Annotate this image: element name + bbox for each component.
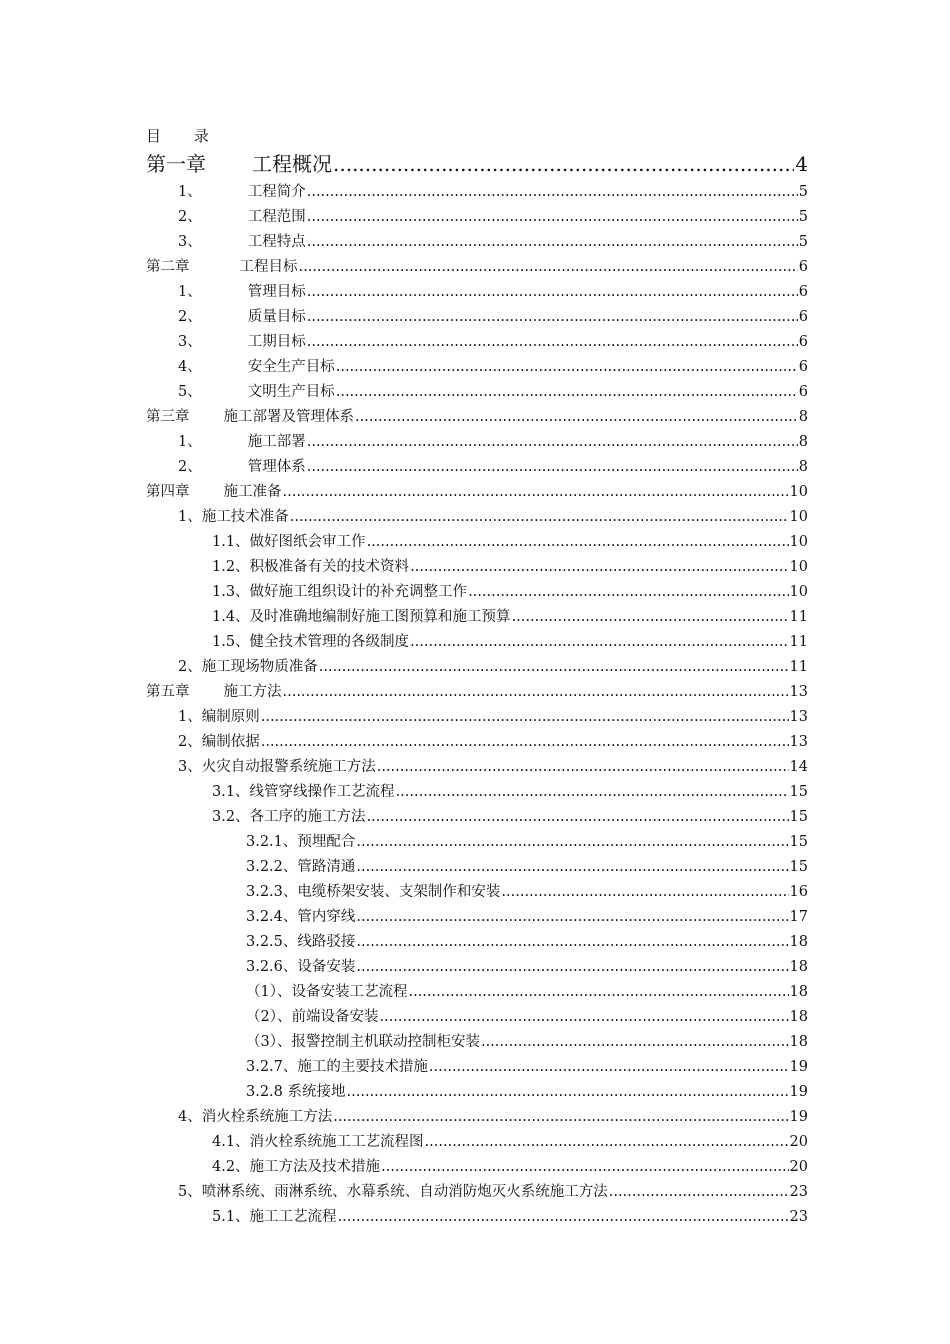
toc-dot-leader xyxy=(307,282,798,302)
toc-entry-title: 安全生产目标 xyxy=(247,359,335,375)
toc-entry-title: 施工方法 xyxy=(223,684,282,700)
toc-entry-page-number: 5 xyxy=(798,184,808,200)
toc-entry[interactable] xyxy=(246,827,808,852)
toc-dot-leader xyxy=(468,582,788,602)
toc-entry-title: 工期目标 xyxy=(247,334,306,350)
toc-entry[interactable] xyxy=(212,577,808,602)
toc-entry-number: 第二章 xyxy=(146,259,190,275)
toc-entry-title: 施工准备 xyxy=(223,484,282,500)
toc-entry[interactable] xyxy=(178,377,808,402)
toc-entry-number: 第四章 xyxy=(146,484,190,500)
toc-entry[interactable] xyxy=(246,902,808,927)
toc-entry-title: 3.2.1、预埋配合 xyxy=(246,834,356,850)
toc-entry[interactable] xyxy=(212,552,808,577)
toc-entry-title: 4.1、消火栓系统施工工艺流程图 xyxy=(212,1134,424,1150)
toc-entry-title: 4、消火栓系统施工方法 xyxy=(178,1109,333,1125)
toc-entry-title: 3.2.2、管路清通 xyxy=(246,859,356,875)
toc-entry-title: 工程范围 xyxy=(247,209,306,225)
toc-entry[interactable] xyxy=(178,427,808,452)
toc-entry-page-number: 17 xyxy=(789,909,808,925)
toc-entry-title: 1.2、积极准备有关的技术资料 xyxy=(212,559,410,575)
toc-entry-number: 3、 xyxy=(178,234,202,250)
toc-entry-title: 3.2.8 系统接地 xyxy=(246,1084,346,1100)
toc-dot-leader xyxy=(283,682,789,702)
toc-entry-title: 管理目标 xyxy=(247,284,306,300)
toc-entry[interactable] xyxy=(246,877,808,902)
toc-entry-page-number: 6 xyxy=(798,259,808,275)
toc-entry-page-number: 10 xyxy=(789,559,808,575)
toc-entry-title: 3、火灾自动报警系统施工方法 xyxy=(178,759,376,775)
toc-entry-page-number: 11 xyxy=(789,609,808,625)
toc-entry-title: 文明生产目标 xyxy=(247,384,335,400)
toc-entry-page-number: 13 xyxy=(789,709,808,725)
toc-entry-page-number: 18 xyxy=(789,1034,808,1050)
toc-dot-leader xyxy=(283,482,789,502)
toc-dot-leader xyxy=(261,707,789,727)
toc-entry-title: 3.2.6、设备安装 xyxy=(246,959,356,975)
toc-entry-number: 第三章 xyxy=(146,409,190,425)
toc-entry[interactable] xyxy=(246,1052,808,1077)
toc-entry-number: 第一章 xyxy=(146,152,206,176)
toc-entry-page-number: 4 xyxy=(795,152,808,176)
toc-entry[interactable] xyxy=(178,727,808,752)
toc-entry-page-number: 11 xyxy=(789,659,808,675)
toc-title: 目 录 xyxy=(146,127,223,145)
toc-entry-title: 工程概况 xyxy=(252,152,332,176)
toc-entry-title: （1）、设备安装工艺流程 xyxy=(246,984,408,1000)
toc-entry[interactable] xyxy=(146,148,808,178)
toc-entry-page-number: 13 xyxy=(789,684,808,700)
toc-dot-leader xyxy=(367,807,789,827)
toc-entry[interactable] xyxy=(178,352,808,377)
toc-dot-leader xyxy=(481,1032,789,1052)
toc-entry-title: 5.1、施工工艺流程 xyxy=(212,1209,337,1225)
toc-entry-title: 工程目标 xyxy=(239,259,298,275)
toc-entry[interactable] xyxy=(146,677,808,702)
toc-dot-leader xyxy=(355,407,798,427)
toc-entry-title: 3.2.4、管内穿线 xyxy=(246,909,356,925)
toc-dot-leader xyxy=(261,732,789,752)
toc-entry-page-number: 20 xyxy=(789,1159,808,1175)
toc-entry-page-number: 18 xyxy=(789,984,808,1000)
toc-dot-leader xyxy=(501,882,788,902)
toc-entry-page-number: 8 xyxy=(798,459,808,475)
toc-entry-page-number: 15 xyxy=(789,859,808,875)
toc-entry-page-number: 6 xyxy=(798,309,808,325)
toc-dot-leader xyxy=(356,932,788,952)
toc-dot-leader xyxy=(290,507,789,527)
toc-dot-leader xyxy=(333,1107,788,1127)
toc-entry-title: 2、施工现场物质准备 xyxy=(178,659,318,675)
toc-entry-page-number: 5 xyxy=(798,209,808,225)
toc-entry-title: 3.2、各工序的施工方法 xyxy=(212,809,366,825)
toc-entry[interactable] xyxy=(178,227,808,252)
toc-entry-page-number: 14 xyxy=(789,759,808,775)
toc-dot-leader xyxy=(408,982,788,1002)
toc-entry[interactable] xyxy=(246,1027,808,1052)
toc-entry[interactable] xyxy=(146,477,808,502)
toc-entry-page-number: 15 xyxy=(789,834,808,850)
toc-dot-leader xyxy=(307,432,798,452)
toc-dot-leader xyxy=(396,782,789,802)
toc-entry-page-number: 15 xyxy=(789,809,808,825)
toc-entry-page-number: 8 xyxy=(798,434,808,450)
toc-entry-number: 3、 xyxy=(178,334,202,350)
toc-entry-title: 1.1、做好图纸会审工作 xyxy=(212,534,366,550)
toc-dot-leader xyxy=(319,657,789,677)
toc-entry[interactable] xyxy=(212,1152,808,1177)
toc-entry-title: 5、喷淋系统、雨淋系统、水幕系统、自动消防炮灭火系统施工方法 xyxy=(178,1184,608,1200)
toc-dot-leader xyxy=(410,632,788,652)
toc-entry[interactable] xyxy=(178,1177,808,1202)
toc-entry-title: 3.2.3、电缆桥架安装、支架制作和安装 xyxy=(246,884,501,900)
toc-entry-page-number: 18 xyxy=(789,1009,808,1025)
toc-entry[interactable] xyxy=(212,627,808,652)
toc-entry[interactable] xyxy=(246,852,808,877)
toc-entry-page-number: 19 xyxy=(789,1109,808,1125)
toc-entry[interactable] xyxy=(146,402,808,427)
toc-entry-page-number: 10 xyxy=(789,484,808,500)
toc-dot-leader xyxy=(336,357,798,377)
toc-dot-leader xyxy=(307,332,798,352)
toc-dot-leader xyxy=(425,1132,789,1152)
toc-entry-page-number: 6 xyxy=(798,359,808,375)
toc-entry-title: （2）、前端设备安装 xyxy=(246,1009,379,1025)
toc-entry-title: 3.1、线管穿线操作工艺流程 xyxy=(212,784,395,800)
toc-dot-leader xyxy=(512,607,789,627)
toc-entry[interactable] xyxy=(178,452,808,477)
toc-entry-title: 施工部署及管理体系 xyxy=(223,409,354,425)
toc-entry-number: 4、 xyxy=(178,359,202,375)
toc-entry-number: 2、 xyxy=(178,459,202,475)
toc-entry-page-number: 6 xyxy=(798,284,808,300)
toc-entry-title: 工程简介 xyxy=(247,184,306,200)
toc-dot-leader xyxy=(338,1207,789,1227)
toc-entry-title: 管理体系 xyxy=(247,459,306,475)
toc-entry[interactable] xyxy=(246,927,808,952)
toc-entry-number: 5、 xyxy=(178,384,202,400)
toc-entry[interactable] xyxy=(146,252,808,277)
toc-entry-number: 2、 xyxy=(178,309,202,325)
toc-entry[interactable] xyxy=(178,177,808,202)
toc-dot-leader xyxy=(381,1157,788,1177)
toc-entry[interactable] xyxy=(178,502,808,527)
toc-dot-leader xyxy=(333,150,794,178)
toc-dot-leader xyxy=(379,1007,788,1027)
toc-dot-leader xyxy=(307,307,798,327)
toc-entry-title: 1.3、做好施工组织设计的补充调整工作 xyxy=(212,584,468,600)
toc-entry-page-number: 20 xyxy=(789,1134,808,1150)
toc-dot-leader xyxy=(429,1057,789,1077)
toc-entry-page-number: 18 xyxy=(789,959,808,975)
toc-entry-title: 1.5、健全技术管理的各级制度 xyxy=(212,634,410,650)
toc-entry-page-number: 6 xyxy=(798,334,808,350)
toc-entry-page-number: 10 xyxy=(789,509,808,525)
toc-dot-leader xyxy=(307,207,798,227)
toc-entry-number: 1、 xyxy=(178,184,202,200)
toc-entry-page-number: 23 xyxy=(789,1184,808,1200)
toc-entry-page-number: 5 xyxy=(798,234,808,250)
toc-entry-page-number: 16 xyxy=(789,884,808,900)
toc-entry-page-number: 10 xyxy=(789,584,808,600)
toc-dot-leader xyxy=(336,382,798,402)
toc-dot-leader xyxy=(347,1082,789,1102)
toc-entry-page-number: 23 xyxy=(789,1209,808,1225)
toc-dot-leader xyxy=(367,532,789,552)
toc-entry[interactable] xyxy=(212,602,808,627)
toc-entry-page-number: 13 xyxy=(789,734,808,750)
toc-entry-number: 1、 xyxy=(178,284,202,300)
toc-entry[interactable] xyxy=(246,977,808,1002)
toc-entry-title: 施工部署 xyxy=(247,434,306,450)
toc-entry-title: 2、编制依据 xyxy=(178,734,260,750)
toc-entry[interactable] xyxy=(246,1002,808,1027)
toc-entry[interactable] xyxy=(212,802,808,827)
toc-dot-leader xyxy=(377,757,789,777)
toc-dot-leader xyxy=(609,1182,789,1202)
toc-entry-page-number: 11 xyxy=(789,634,808,650)
toc-dot-leader xyxy=(410,557,788,577)
toc-entry-number: 第五章 xyxy=(146,684,190,700)
toc-entry[interactable] xyxy=(212,1202,808,1227)
toc-entry[interactable] xyxy=(178,652,808,677)
toc-dot-leader xyxy=(356,957,788,977)
toc-entry-page-number: 18 xyxy=(789,934,808,950)
toc-entry-title: 1、施工技术准备 xyxy=(178,509,289,525)
toc-entry[interactable] xyxy=(178,1102,808,1127)
toc-entry-title: （3）、报警控制主机联动控制柜安装 xyxy=(246,1034,480,1050)
toc-entry[interactable] xyxy=(178,277,808,302)
toc-entry[interactable] xyxy=(178,302,808,327)
toc-dot-leader xyxy=(356,907,788,927)
toc-entry-title: 1、编制原则 xyxy=(178,709,260,725)
toc-dot-leader xyxy=(307,232,798,252)
toc-entry[interactable] xyxy=(246,952,808,977)
toc-entry[interactable] xyxy=(212,777,808,802)
toc-entry-title: 质量目标 xyxy=(247,309,306,325)
toc-entry-page-number: 8 xyxy=(798,409,808,425)
toc-entry-number: 1、 xyxy=(178,434,202,450)
toc-entry-title: 4.2、施工方法及技术措施 xyxy=(212,1159,381,1175)
toc-entry-page-number: 19 xyxy=(789,1059,808,1075)
toc-entry[interactable] xyxy=(178,327,808,352)
toc-entry[interactable] xyxy=(178,202,808,227)
toc-entry-page-number: 10 xyxy=(789,534,808,550)
toc-dot-leader xyxy=(299,257,798,277)
toc-entry[interactable] xyxy=(246,1077,808,1102)
toc-entry-title: 1.4、及时准确地编制好施工图预算和施工预算 xyxy=(212,609,511,625)
toc-entry-page-number: 6 xyxy=(798,384,808,400)
toc-entry-number: 2、 xyxy=(178,209,202,225)
toc-dot-leader xyxy=(356,857,788,877)
toc-dot-leader xyxy=(356,832,788,852)
toc-entry-page-number: 19 xyxy=(789,1084,808,1100)
toc-entry-title: 工程特点 xyxy=(247,234,306,250)
toc-entry[interactable] xyxy=(178,752,808,777)
toc-dot-leader xyxy=(307,457,798,477)
toc-entry-title: 3.2.5、线路驳接 xyxy=(246,934,356,950)
toc-entry[interactable] xyxy=(178,702,808,727)
toc-entry-page-number: 15 xyxy=(789,784,808,800)
toc-entry[interactable] xyxy=(212,1127,808,1152)
toc-dot-leader xyxy=(307,182,798,202)
toc-entry-title: 3.2.7、施工的主要技术措施 xyxy=(246,1059,428,1075)
toc-entry[interactable] xyxy=(212,527,808,552)
